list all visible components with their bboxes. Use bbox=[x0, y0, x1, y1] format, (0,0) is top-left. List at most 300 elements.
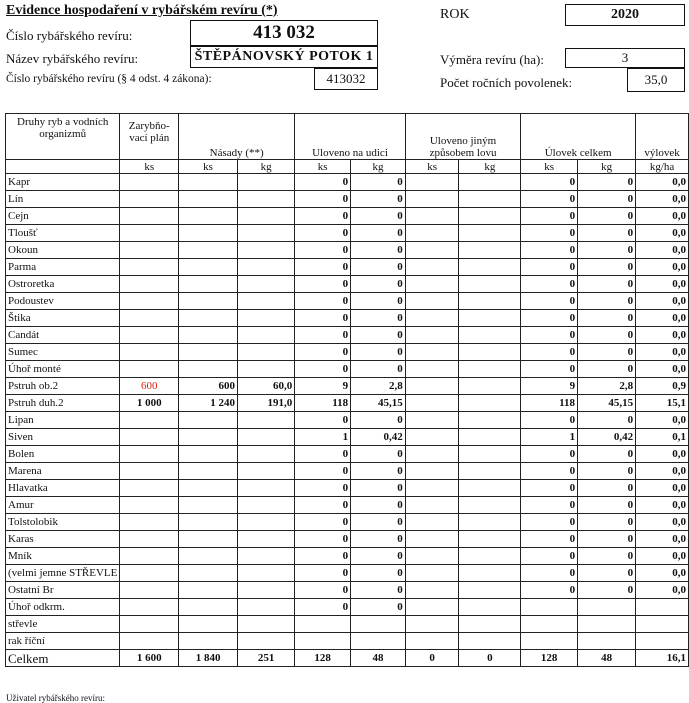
table-row bbox=[6, 599, 689, 616]
stock-kg bbox=[238, 599, 295, 616]
catch-ks: 0 bbox=[521, 327, 578, 344]
species-name: Ostatní Br bbox=[6, 582, 120, 599]
other-kg bbox=[459, 174, 521, 191]
other-kg bbox=[459, 191, 521, 208]
species-name: rak říční bbox=[6, 633, 120, 650]
table-row bbox=[6, 616, 689, 633]
rod-kg: 0 bbox=[351, 327, 406, 344]
yield-kgha: 0,0 bbox=[636, 361, 689, 378]
stock-kg bbox=[238, 293, 295, 310]
catch-kg: 0 bbox=[578, 582, 636, 599]
rod-kg: 0 bbox=[351, 412, 406, 429]
stock-ks bbox=[179, 480, 238, 497]
stock-ks: 600 bbox=[179, 378, 238, 395]
year-value: 2020 bbox=[565, 4, 685, 26]
stock-ks bbox=[179, 633, 238, 650]
rod-ks: 0 bbox=[295, 174, 351, 191]
catch-ks: 0 bbox=[521, 361, 578, 378]
stock-ks bbox=[179, 599, 238, 616]
other-ks bbox=[405, 378, 459, 395]
other-ks bbox=[405, 276, 459, 293]
species-name: (velmi jemne STŘEVLE bbox=[6, 565, 120, 582]
rod-ks: 118 bbox=[295, 395, 351, 412]
catch-ks: 0 bbox=[521, 293, 578, 310]
totals-rod-kg: 48 bbox=[351, 650, 406, 667]
table-row bbox=[6, 259, 689, 276]
col-species: Druhy ryb a vodních organizmů bbox=[6, 114, 120, 160]
stock-ks bbox=[179, 310, 238, 327]
species-name: Amur bbox=[6, 497, 120, 514]
rod-kg: 0 bbox=[351, 174, 406, 191]
species-name: Siven bbox=[6, 429, 120, 446]
table-row bbox=[6, 208, 689, 225]
stocking-plan bbox=[120, 599, 179, 616]
rod-ks: 0 bbox=[295, 548, 351, 565]
other-kg bbox=[459, 446, 521, 463]
stock-ks bbox=[179, 293, 238, 310]
rod-kg bbox=[351, 633, 406, 650]
other-kg bbox=[459, 616, 521, 633]
rod-kg: 0 bbox=[351, 310, 406, 327]
species-name: Tolstolobik bbox=[6, 514, 120, 531]
other-ks bbox=[405, 242, 459, 259]
stock-ks: 1 240 bbox=[179, 395, 238, 412]
unit-cell: kg bbox=[578, 160, 636, 174]
col-caught-rod: Uloveno na udici bbox=[295, 114, 406, 160]
other-kg bbox=[459, 633, 521, 650]
other-ks bbox=[405, 463, 459, 480]
other-ks bbox=[405, 514, 459, 531]
yield-kgha: 0,0 bbox=[636, 242, 689, 259]
catch-kg: 0 bbox=[578, 480, 636, 497]
rod-kg: 0 bbox=[351, 208, 406, 225]
catch-ks bbox=[521, 633, 578, 650]
stocking-plan bbox=[120, 531, 179, 548]
rod-kg: 0 bbox=[351, 293, 406, 310]
stock-kg bbox=[238, 327, 295, 344]
stock-kg bbox=[238, 242, 295, 259]
catch-kg bbox=[578, 599, 636, 616]
stocking-plan bbox=[120, 633, 179, 650]
catch-ks: 0 bbox=[521, 191, 578, 208]
other-kg bbox=[459, 463, 521, 480]
totals-row bbox=[6, 650, 689, 667]
stock-kg bbox=[238, 259, 295, 276]
other-kg bbox=[459, 344, 521, 361]
other-kg bbox=[459, 582, 521, 599]
catch-kg: 0 bbox=[578, 310, 636, 327]
rod-ks: 1 bbox=[295, 429, 351, 446]
stock-kg bbox=[238, 497, 295, 514]
area-value: 3 bbox=[565, 48, 685, 68]
species-name: Podoustev bbox=[6, 293, 120, 310]
stock-ks bbox=[179, 225, 238, 242]
rod-kg: 2,8 bbox=[351, 378, 406, 395]
rod-kg: 0 bbox=[351, 531, 406, 548]
rod-kg: 0 bbox=[351, 497, 406, 514]
yield-kgha: 0,0 bbox=[636, 565, 689, 582]
stock-ks bbox=[179, 361, 238, 378]
stock-ks bbox=[179, 548, 238, 565]
rod-ks: 0 bbox=[295, 446, 351, 463]
rod-kg: 45,15 bbox=[351, 395, 406, 412]
yield-kgha: 0,0 bbox=[636, 531, 689, 548]
col-caught-other: Uloveno jiným způsobem lovu bbox=[405, 114, 520, 160]
totals-plan: 1 600 bbox=[120, 650, 179, 667]
other-kg bbox=[459, 327, 521, 344]
yield-kgha bbox=[636, 599, 689, 616]
other-ks bbox=[405, 480, 459, 497]
other-ks bbox=[405, 344, 459, 361]
stock-ks bbox=[179, 565, 238, 582]
catch-kg: 0 bbox=[578, 446, 636, 463]
stocking-plan bbox=[120, 616, 179, 633]
catch-kg: 0 bbox=[578, 208, 636, 225]
table-row bbox=[6, 531, 689, 548]
revir-number-value: 413 032 bbox=[190, 20, 378, 46]
col-catch-total: Úlovek celkem bbox=[521, 114, 636, 160]
stocking-plan bbox=[120, 446, 179, 463]
yield-kgha bbox=[636, 616, 689, 633]
catch-ks: 0 bbox=[521, 344, 578, 361]
stocking-plan bbox=[120, 514, 179, 531]
stock-kg bbox=[238, 412, 295, 429]
rod-kg: 0 bbox=[351, 480, 406, 497]
other-ks bbox=[405, 429, 459, 446]
rod-ks: 0 bbox=[295, 293, 351, 310]
yield-kgha: 15,1 bbox=[636, 395, 689, 412]
rod-ks: 0 bbox=[295, 361, 351, 378]
totals-stock-ks: 1 840 bbox=[179, 650, 238, 667]
catch-kg: 2,8 bbox=[578, 378, 636, 395]
other-kg bbox=[459, 497, 521, 514]
species-name: Okoun bbox=[6, 242, 120, 259]
other-ks bbox=[405, 565, 459, 582]
table-row bbox=[6, 446, 689, 463]
stock-ks bbox=[179, 327, 238, 344]
stocking-plan bbox=[120, 327, 179, 344]
species-name: Sumec bbox=[6, 344, 120, 361]
totals-other-kg: 0 bbox=[459, 650, 521, 667]
rod-ks: 0 bbox=[295, 599, 351, 616]
other-ks bbox=[405, 412, 459, 429]
catch-kg: 0 bbox=[578, 174, 636, 191]
catch-ks: 0 bbox=[521, 174, 578, 191]
totals-yield: 16,1 bbox=[636, 650, 689, 667]
species-name: Parma bbox=[6, 259, 120, 276]
catch-kg: 0 bbox=[578, 259, 636, 276]
stock-ks bbox=[179, 514, 238, 531]
catch-table bbox=[5, 113, 689, 667]
catch-kg: 0 bbox=[578, 548, 636, 565]
stocking-plan bbox=[120, 344, 179, 361]
yield-kgha: 0,0 bbox=[636, 344, 689, 361]
species-name: Lín bbox=[6, 191, 120, 208]
stock-ks bbox=[179, 531, 238, 548]
year-label: ROK bbox=[440, 7, 470, 22]
table-row bbox=[6, 412, 689, 429]
catch-kg: 0 bbox=[578, 242, 636, 259]
stock-kg bbox=[238, 361, 295, 378]
rod-ks: 0 bbox=[295, 327, 351, 344]
catch-ks: 0 bbox=[521, 310, 578, 327]
stock-kg bbox=[238, 514, 295, 531]
species-name: Cejn bbox=[6, 208, 120, 225]
rod-kg: 0 bbox=[351, 565, 406, 582]
catch-kg: 0 bbox=[578, 191, 636, 208]
unit-cell: kg bbox=[238, 160, 295, 174]
stocking-plan bbox=[120, 582, 179, 599]
yield-kgha: 0,0 bbox=[636, 191, 689, 208]
stocking-plan: 600 bbox=[120, 378, 179, 395]
catch-kg: 0 bbox=[578, 497, 636, 514]
catch-ks: 0 bbox=[521, 276, 578, 293]
catch-ks: 0 bbox=[521, 463, 578, 480]
totals-catch-ks: 128 bbox=[521, 650, 578, 667]
other-ks bbox=[405, 310, 459, 327]
catch-ks: 0 bbox=[521, 582, 578, 599]
rod-ks: 0 bbox=[295, 344, 351, 361]
other-ks bbox=[405, 208, 459, 225]
rod-kg: 0,42 bbox=[351, 429, 406, 446]
other-kg bbox=[459, 259, 521, 276]
other-kg bbox=[459, 480, 521, 497]
other-ks bbox=[405, 446, 459, 463]
stock-ks bbox=[179, 446, 238, 463]
other-kg bbox=[459, 378, 521, 395]
catch-ks bbox=[521, 599, 578, 616]
stock-kg bbox=[238, 191, 295, 208]
yield-kgha: 0,9 bbox=[636, 378, 689, 395]
stocking-plan bbox=[120, 480, 179, 497]
rod-ks: 0 bbox=[295, 242, 351, 259]
yield-kgha: 0,0 bbox=[636, 293, 689, 310]
catch-kg: 0 bbox=[578, 361, 636, 378]
yield-kgha: 0,0 bbox=[636, 463, 689, 480]
catch-ks: 118 bbox=[521, 395, 578, 412]
document-title: Evidence hospodaření v rybářském revíru (*) bbox=[6, 3, 278, 18]
rod-kg: 0 bbox=[351, 225, 406, 242]
species-name: Karas bbox=[6, 531, 120, 548]
yield-kgha: 0,0 bbox=[636, 548, 689, 565]
permits-label: Počet ročních povolenek: bbox=[440, 75, 573, 90]
catch-kg: 0 bbox=[578, 412, 636, 429]
unit-cell: ks bbox=[521, 160, 578, 174]
rod-ks: 0 bbox=[295, 259, 351, 276]
yield-kgha: 0,0 bbox=[636, 412, 689, 429]
stocking-plan bbox=[120, 361, 179, 378]
other-kg bbox=[459, 208, 521, 225]
species-name: Štika bbox=[6, 310, 120, 327]
other-ks bbox=[405, 361, 459, 378]
catch-kg: 0,42 bbox=[578, 429, 636, 446]
catch-kg bbox=[578, 633, 636, 650]
revir-name-value: ŠTĚPÁNOVSKÝ POTOK 1 bbox=[190, 46, 378, 68]
yield-kgha: 0,0 bbox=[636, 497, 689, 514]
stock-kg bbox=[238, 225, 295, 242]
unit-cell: ks bbox=[405, 160, 459, 174]
unit-cell: kg bbox=[459, 160, 521, 174]
catch-ks: 0 bbox=[521, 412, 578, 429]
species-name: Lipan bbox=[6, 412, 120, 429]
unit-cell: ks bbox=[179, 160, 238, 174]
totals-rod-ks: 128 bbox=[295, 650, 351, 667]
table-row bbox=[6, 191, 689, 208]
totals-catch-kg: 48 bbox=[578, 650, 636, 667]
other-kg bbox=[459, 599, 521, 616]
table-row bbox=[6, 565, 689, 582]
yield-kgha: 0,0 bbox=[636, 276, 689, 293]
stocking-plan bbox=[120, 276, 179, 293]
catch-ks: 0 bbox=[521, 480, 578, 497]
catch-ks: 0 bbox=[521, 497, 578, 514]
catch-ks: 9 bbox=[521, 378, 578, 395]
table-row bbox=[6, 344, 689, 361]
yield-kgha: 0,0 bbox=[636, 582, 689, 599]
stock-kg: 60,0 bbox=[238, 378, 295, 395]
stock-ks bbox=[179, 191, 238, 208]
other-ks bbox=[405, 259, 459, 276]
other-ks bbox=[405, 599, 459, 616]
unit-cell: ks bbox=[120, 160, 179, 174]
stock-kg bbox=[238, 429, 295, 446]
catch-ks: 0 bbox=[521, 531, 578, 548]
stock-kg bbox=[238, 344, 295, 361]
catch-ks: 0 bbox=[521, 225, 578, 242]
rod-kg: 0 bbox=[351, 259, 406, 276]
table-row bbox=[6, 480, 689, 497]
other-kg bbox=[459, 293, 521, 310]
stock-kg: 191,0 bbox=[238, 395, 295, 412]
area-label: Výměra revíru (ha): bbox=[440, 52, 544, 67]
yield-kgha: 0,0 bbox=[636, 259, 689, 276]
other-kg bbox=[459, 395, 521, 412]
stocking-plan bbox=[120, 310, 179, 327]
yield-kgha: 0,0 bbox=[636, 327, 689, 344]
unit-cell: kg/ha bbox=[636, 160, 689, 174]
totals-stock-kg: 251 bbox=[238, 650, 295, 667]
other-ks bbox=[405, 616, 459, 633]
rod-ks bbox=[295, 633, 351, 650]
stocking-plan bbox=[120, 259, 179, 276]
other-kg bbox=[459, 565, 521, 582]
stocking-plan bbox=[120, 191, 179, 208]
other-kg bbox=[459, 531, 521, 548]
stock-kg bbox=[238, 446, 295, 463]
yield-kgha: 0,0 bbox=[636, 446, 689, 463]
other-ks bbox=[405, 548, 459, 565]
stock-kg bbox=[238, 174, 295, 191]
species-name: Ostroretka bbox=[6, 276, 120, 293]
stock-ks bbox=[179, 344, 238, 361]
other-ks bbox=[405, 327, 459, 344]
stocking-plan bbox=[120, 548, 179, 565]
revir-law-number-value: 413032 bbox=[314, 68, 378, 90]
unit-cell: ks bbox=[295, 160, 351, 174]
table-row bbox=[6, 633, 689, 650]
stocking-plan bbox=[120, 225, 179, 242]
rod-ks: 9 bbox=[295, 378, 351, 395]
stock-kg bbox=[238, 565, 295, 582]
catch-kg: 0 bbox=[578, 344, 636, 361]
col-yield: výlovek bbox=[636, 114, 689, 160]
yield-kgha bbox=[636, 633, 689, 650]
rod-kg: 0 bbox=[351, 463, 406, 480]
stock-kg bbox=[238, 531, 295, 548]
catch-kg: 0 bbox=[578, 531, 636, 548]
rod-ks: 0 bbox=[295, 225, 351, 242]
rod-kg: 0 bbox=[351, 582, 406, 599]
table-row bbox=[6, 174, 689, 191]
catch-kg: 0 bbox=[578, 276, 636, 293]
table-row bbox=[6, 497, 689, 514]
other-ks bbox=[405, 497, 459, 514]
rod-ks: 0 bbox=[295, 463, 351, 480]
rod-ks: 0 bbox=[295, 208, 351, 225]
table-row bbox=[6, 293, 689, 310]
stock-kg bbox=[238, 480, 295, 497]
stocking-plan bbox=[120, 429, 179, 446]
permits-value: 35,0 bbox=[627, 68, 685, 92]
table-row bbox=[6, 361, 689, 378]
stock-kg bbox=[238, 276, 295, 293]
rod-ks: 0 bbox=[295, 582, 351, 599]
other-ks bbox=[405, 174, 459, 191]
rod-kg: 0 bbox=[351, 344, 406, 361]
rod-ks: 0 bbox=[295, 191, 351, 208]
yield-kgha: 0,0 bbox=[636, 174, 689, 191]
species-name: Hlavatka bbox=[6, 480, 120, 497]
table-row bbox=[6, 310, 689, 327]
stocking-plan bbox=[120, 412, 179, 429]
other-ks bbox=[405, 633, 459, 650]
catch-kg: 45,15 bbox=[578, 395, 636, 412]
species-name: Kapr bbox=[6, 174, 120, 191]
species-name: Tloušť bbox=[6, 225, 120, 242]
rod-ks bbox=[295, 616, 351, 633]
rod-ks: 0 bbox=[295, 412, 351, 429]
stock-ks bbox=[179, 497, 238, 514]
stock-ks bbox=[179, 242, 238, 259]
yield-kgha: 0,0 bbox=[636, 480, 689, 497]
catch-kg: 0 bbox=[578, 327, 636, 344]
rod-kg: 0 bbox=[351, 361, 406, 378]
stock-kg bbox=[238, 582, 295, 599]
stocking-plan: 1 000 bbox=[120, 395, 179, 412]
stock-ks bbox=[179, 463, 238, 480]
revir-law-number-label: Číslo rybářského revíru (§ 4 odst. 4 zákona): bbox=[6, 73, 212, 85]
stocking-plan bbox=[120, 293, 179, 310]
species-name: Marena bbox=[6, 463, 120, 480]
rod-ks: 0 bbox=[295, 514, 351, 531]
species-name: střevle bbox=[6, 616, 120, 633]
other-ks bbox=[405, 191, 459, 208]
other-kg bbox=[459, 361, 521, 378]
rod-kg bbox=[351, 616, 406, 633]
yield-kgha: 0,0 bbox=[636, 208, 689, 225]
catch-ks: 0 bbox=[521, 259, 578, 276]
table-row bbox=[6, 582, 689, 599]
stock-ks bbox=[179, 259, 238, 276]
stocking-plan bbox=[120, 463, 179, 480]
rod-kg: 0 bbox=[351, 446, 406, 463]
stock-kg bbox=[238, 208, 295, 225]
table-row bbox=[6, 548, 689, 565]
other-kg bbox=[459, 429, 521, 446]
species-name: Úhoř monté bbox=[6, 361, 120, 378]
other-ks bbox=[405, 582, 459, 599]
catch-kg bbox=[578, 616, 636, 633]
